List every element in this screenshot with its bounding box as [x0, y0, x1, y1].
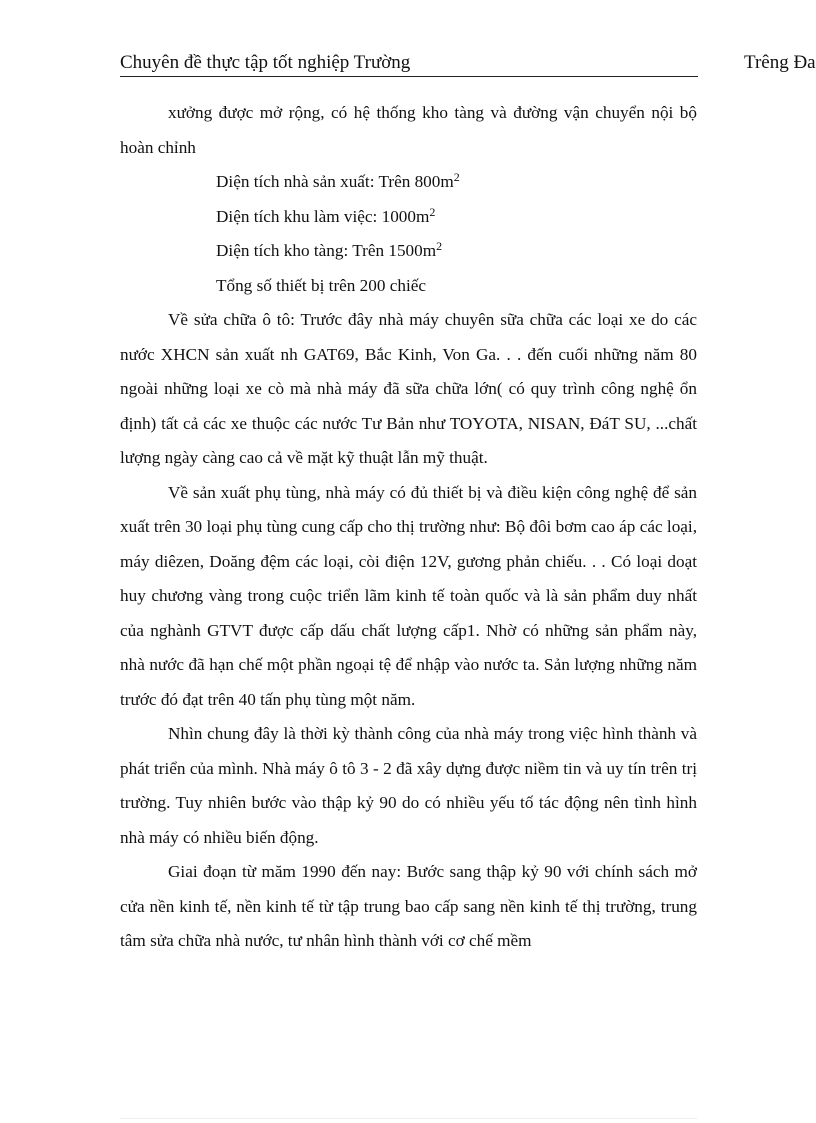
- running-header-title: Chuyên đề thực tập tốt nghiệp Trường: [120, 52, 411, 73]
- list-item-office-area: [120, 200, 697, 235]
- superscript: 2: [429, 204, 436, 219]
- paragraph-success-period: Nhìn chung đây là thời kỳ thành công của nhà máy trong việc hình thành và phát triển của mình. Nhà máy ô tô 3 - 2 đã xây dựng được niềm tin và uy tín trên trị trường. Tuy nhiên bước vào thập kỷ 90 do có nhiều yếu tố tác động nên tình hình nhà máy có nhiều biến động.: [120, 724, 697, 847]
- superscript: 2: [436, 239, 443, 253]
- paragraph-spare-parts: Về sản xuất phụ tùng, nhà máy có đủ thiết bị và điều kiện công nghệ để sản xuất trên 30 loại phụ tùng cung cấp cho thị trường như: Bộ đôi bơm cao áp các loại, máy diêzen, Doăng đệm các loại, còi điện 12V, gương phản chiếu. . . Có loại doạt huy chương vàng trong cuộc triển lãm kinh tế toàn quốc và là sản phẩm duy nhất của nghành GTVT được cấp dấu chất lượng cấp1. Nhờ có những sản phẩm này, nhà nước đã hạn chế một phần ngoại tệ để nhập vào nước ta. Sản lượng những năm trước đó đạt trên 40 tấn phụ tùng một năm.: [120, 482, 697, 709]
- list-item-text: Diện tích khu làm việc: 1000m: [216, 206, 430, 226]
- list-item-production-area: [120, 165, 697, 200]
- list-item-warehouse-area: [120, 234, 697, 269]
- header-rule: [120, 76, 698, 77]
- paragraph-car-repair: Về sửa chữa ô tô: Trước đây nhà máy chuyên sữa chữa các loại xe do các nước XHCN sản xuất nh GAT69, Bắc Kinh, Von Ga. . . đến cuối những năm 80 ngoài những loại xe cò mà nhà máy đã sữa chữa lớn( có quy trình công nghệ ổn định) tất cả các xe thuộc các nước Tư Bản như TOYOTA, NISAN, ĐáT SU, ...chất lượng ngày càng cao cả về mặt kỹ thuật lẫn mỹ thuật.: [120, 310, 697, 467]
- list-item-equipment-count: Tổng số thiết bị trên 200 chiếc: [216, 275, 427, 295]
- list-item-text: Diện tích nhà sản xuất: Trên 800m: [216, 172, 454, 191]
- document-body: [120, 96, 697, 959]
- page-bottom-edge: [120, 1118, 697, 1119]
- paragraph-continuation: xưởng được mở rộng, có hệ thống kho tàng và đường vận chuyển nội bộ hoàn chỉnh: [120, 103, 697, 157]
- superscript: 2: [453, 170, 460, 184]
- list-item-text: Diện tích kho tàng: Trên 1500m: [216, 241, 437, 260]
- running-header-school: Trêng Đa: [744, 52, 816, 73]
- paragraph-1990-onward: Giai đoạn từ măm 1990 đến nay: Bước sang thập kỷ 90 với chính sách mở cửa nền kinh tế, nền kinh tế từ tập trung bao cấp sang nền kinh tế thị trường, trung tâm sửa chữa nhà nước, tư nhân hình thành với cơ chế mềm: [120, 862, 697, 950]
